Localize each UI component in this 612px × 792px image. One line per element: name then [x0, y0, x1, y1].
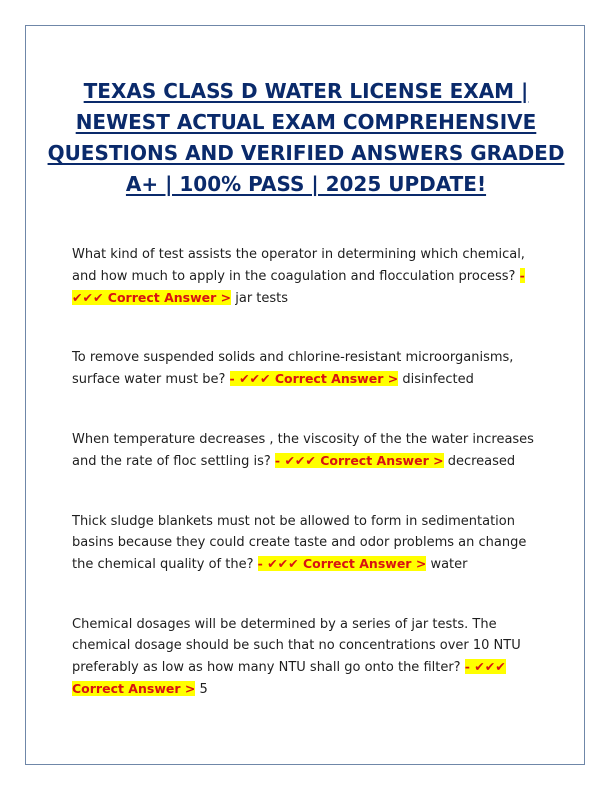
correct-answer-marker: - ✔✔✔ Correct Answer > — [257, 556, 427, 571]
question-text: When temperature decreases , the viscosity of the the water increases and the rate of floc settling is? — [72, 432, 534, 469]
answer-text: disinfected — [402, 372, 474, 387]
qa-item-3 — [72, 429, 540, 472]
question-text: Thick sludge blankets must not be allowed to form in sedimentation basins because they could create taste and odor problems an change the chemical quality of the? — [72, 514, 527, 572]
question-text: What kind of test assists the operator in determining which chemical, and how much to apply in the coagulation and flocculation process? — [72, 247, 525, 284]
qa-item-4 — [72, 511, 540, 575]
correct-answer-marker: - ✔✔✔ Correct Answer > — [229, 371, 399, 386]
answer-text: decreased — [447, 454, 516, 469]
answer-text: jar tests — [235, 291, 289, 306]
correct-answer-marker: - ✔✔✔ Correct Answer > — [274, 453, 444, 468]
answer-text: water — [430, 557, 468, 572]
correct-answer-marker: - ✔✔✔ Correct Answer > — [72, 268, 525, 305]
correct-answer-marker: - ✔✔✔ Correct Answer > — [72, 659, 506, 696]
answer-text: 5 — [199, 682, 208, 697]
qa-item-2 — [72, 347, 540, 390]
qa-item-5 — [72, 614, 540, 700]
question-text: Chemical dosages will be determined by a series of jar tests. The chemical dosage should be such that no concentrations over 10 NTU preferably as low as how many NTU shall go onto the filter? — [72, 617, 521, 675]
question-text: To remove suspended solids and chlorine-resistant microorganisms, surface water must be? — [72, 350, 514, 387]
qa-item-1 — [72, 244, 540, 309]
document-title: TEXAS CLASS D WATER LICENSE EXAM | NEWEST ACTUAL EXAM COMPREHENSIVE QUESTIONS AND VERIFIED ANSWERS GRADED A+ | 100% PASS | 2025 UPDATE! — [47, 79, 565, 196]
